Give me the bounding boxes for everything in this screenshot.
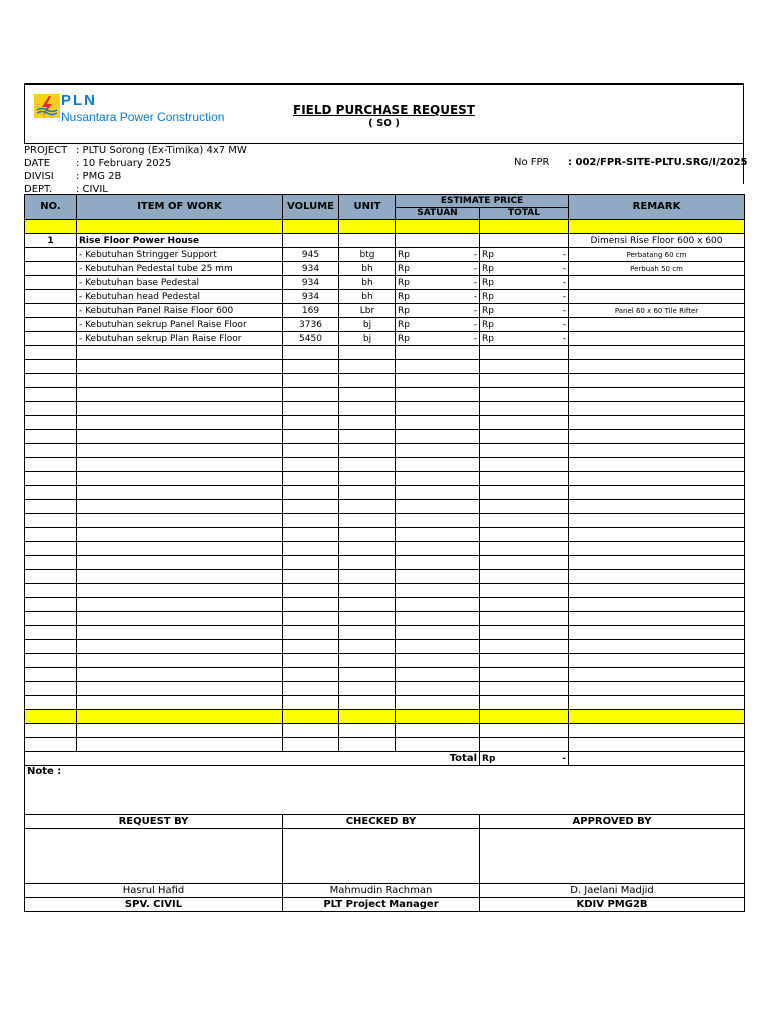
table-row — [25, 318, 745, 332]
row-remark — [569, 290, 745, 304]
col-no: NO. — [25, 195, 77, 220]
empty-row — [25, 612, 745, 626]
table-row — [25, 332, 745, 346]
total-value: - — [562, 305, 567, 316]
row-no — [25, 304, 77, 318]
empty-row — [25, 696, 745, 710]
company-name: PLN — [61, 92, 97, 109]
nofpr-value: : 002/FPR-SITE-PLTU.SRG/I/2025 — [568, 157, 748, 168]
row-total — [480, 332, 569, 346]
request-by-label: REQUEST BY — [25, 815, 283, 829]
row-satuan — [396, 332, 480, 346]
row-volume: 934 — [283, 276, 339, 290]
row-volume: 934 — [283, 290, 339, 304]
empty-row — [25, 682, 745, 696]
empty-row — [25, 360, 745, 374]
row-total — [480, 290, 569, 304]
row-remark: Panel 60 x 60 Tile Rifter — [569, 304, 745, 318]
empty-row — [25, 556, 745, 570]
col-estimate: ESTIMATE PRICE — [396, 195, 569, 208]
row-total — [480, 318, 569, 332]
satuan-value: - — [473, 333, 477, 344]
row-item: - Kebutuhan Stringger Support — [77, 248, 283, 262]
row-total — [480, 248, 569, 262]
row-remark — [569, 332, 745, 346]
empty-row — [25, 346, 745, 360]
form-title: FIELD PURCHASE REQUEST — [293, 103, 475, 117]
row-no — [25, 276, 77, 290]
satuan-rp: Rp — [398, 291, 410, 302]
satuan-value: - — [473, 277, 477, 288]
empty-row — [25, 402, 745, 416]
row-no — [25, 262, 77, 276]
row-item: - Kebutuhan sekrup Panel Raise Floor — [77, 318, 283, 332]
total-amount: Rp - — [480, 752, 569, 766]
row-volume: 5450 — [283, 332, 339, 346]
empty-row — [25, 542, 745, 556]
company-subtitle: Nusantara Power Construction — [61, 110, 225, 124]
total-value: - — [562, 263, 567, 274]
project-info: PROJECT : PLTU Sorong (Ex-Timika) 4x7 MW DATE : 10 February 2025 DIVISI : PMG 2B DEPT. : CIVIL No FPR : 002/FPR-SITE-PLTU.SRG/I/2025 — [24, 145, 748, 195]
empty-row — [25, 626, 745, 640]
total-value: - — [562, 319, 567, 330]
approved-title: KDIV PMG2B — [480, 898, 745, 912]
col-total: TOTAL — [480, 207, 569, 220]
signature-table — [24, 815, 745, 912]
checked-name: Mahmudin Rachman — [283, 884, 480, 898]
table-row — [25, 290, 745, 304]
empty-row — [25, 584, 745, 598]
row-remark: Perbuah 50 cm — [569, 262, 745, 276]
col-remark: REMARK — [569, 195, 745, 220]
row-satuan — [396, 276, 480, 290]
row-satuan — [396, 304, 480, 318]
row-total — [480, 276, 569, 290]
satuan-value: - — [473, 263, 477, 274]
empty-row — [25, 598, 745, 612]
items-table — [24, 194, 745, 752]
row-item: - Kebutuhan Panel Raise Floor 600 — [77, 304, 283, 318]
row-no — [25, 290, 77, 304]
table-row — [25, 248, 745, 262]
col-item: ITEM OF WORK — [77, 195, 283, 220]
approved-by-label: APPROVED BY — [480, 815, 745, 829]
satuan-rp: Rp — [398, 249, 410, 260]
table-row — [25, 304, 745, 318]
total-rp: Rp — [482, 305, 494, 316]
row-remark — [569, 318, 745, 332]
satuan-rp: Rp — [398, 319, 410, 330]
empty-row — [25, 416, 745, 430]
row-satuan — [396, 248, 480, 262]
empty-row — [25, 570, 745, 584]
row-unit: bj — [339, 318, 396, 332]
row-item: - Kebutuhan Pedestal tube 25 mm — [77, 262, 283, 276]
row-remark — [569, 276, 745, 290]
empty-row — [25, 430, 745, 444]
satuan-value: - — [473, 249, 477, 260]
row-no — [25, 318, 77, 332]
row-unit: bh — [339, 262, 396, 276]
row-volume: 169 — [283, 304, 339, 318]
empty-row — [25, 472, 745, 486]
row-unit: bh — [339, 290, 396, 304]
empty-row — [25, 654, 745, 668]
row-item: - Kebutuhan sekrup Plan Raise Floor — [77, 332, 283, 346]
checked-by-label: CHECKED BY — [283, 815, 480, 829]
col-satuan: SATUAN — [396, 207, 480, 220]
total-rp: Rp — [482, 249, 494, 260]
col-volume: VOLUME — [283, 195, 339, 220]
empty-row — [25, 738, 745, 752]
row-unit: bh — [339, 276, 396, 290]
row-unit: bj — [339, 332, 396, 346]
total-rp: Rp — [482, 277, 494, 288]
satuan-rp: Rp — [398, 277, 410, 288]
fpr-sheet — [24, 83, 748, 912]
row-satuan — [396, 262, 480, 276]
row-no — [25, 332, 77, 346]
table-row — [25, 262, 745, 276]
highlight-row — [25, 710, 745, 724]
satuan-rp: Rp — [398, 333, 410, 344]
empty-row — [25, 528, 745, 542]
checked-signature-area — [283, 829, 480, 884]
satuan-rp: Rp — [398, 305, 410, 316]
row-item: - Kebutuhan base Pedestal — [77, 276, 283, 290]
total-rp: Rp — [482, 291, 494, 302]
row-total — [480, 304, 569, 318]
total-rp: Rp — [482, 319, 494, 330]
satuan-value: - — [473, 319, 477, 330]
empty-row — [25, 486, 745, 500]
satuan-value: - — [473, 291, 477, 302]
empty-row — [25, 444, 745, 458]
empty-row — [25, 374, 745, 388]
approved-signature-area — [480, 829, 745, 884]
empty-row — [25, 500, 745, 514]
empty-row — [25, 514, 745, 528]
total-value: - — [562, 291, 567, 302]
request-name: Hasrul Hafid — [25, 884, 283, 898]
empty-row — [25, 640, 745, 654]
row-satuan — [396, 290, 480, 304]
row-volume: 934 — [283, 262, 339, 276]
total-rp: Rp — [482, 263, 494, 274]
form-header — [24, 83, 744, 144]
row-item: - Kebutuhan head Pedestal — [77, 290, 283, 304]
section-title: Rise Floor Power House — [77, 234, 283, 248]
highlight-row — [25, 220, 745, 234]
section-no: 1 — [25, 234, 77, 248]
request-title: SPV. CIVIL — [25, 898, 283, 912]
section-row — [25, 234, 745, 248]
note-label: Note : — [25, 766, 745, 815]
request-signature-area — [25, 829, 283, 884]
nofpr-label: No FPR — [514, 157, 550, 168]
approved-name: D. Jaelani Madjid — [480, 884, 745, 898]
col-unit: UNIT — [339, 195, 396, 220]
empty-row — [25, 724, 745, 738]
table-row — [25, 276, 745, 290]
row-unit: btg — [339, 248, 396, 262]
checked-title: PLT Project Manager — [283, 898, 480, 912]
empty-row — [25, 458, 745, 472]
total-label: Total — [25, 752, 480, 766]
total-value: - — [562, 277, 567, 288]
form-subtitle: ( SO ) — [368, 118, 400, 129]
row-volume: 945 — [283, 248, 339, 262]
satuan-value: - — [473, 305, 477, 316]
row-unit: Lbr — [339, 304, 396, 318]
row-total — [480, 262, 569, 276]
satuan-rp: Rp — [398, 263, 410, 274]
table-body — [25, 220, 745, 752]
total-rp: Rp — [482, 333, 494, 344]
row-satuan — [396, 318, 480, 332]
row-remark: Perbatang 60 cm — [569, 248, 745, 262]
empty-row — [25, 668, 745, 682]
footer-table — [24, 752, 745, 815]
row-no — [25, 248, 77, 262]
total-value: - — [562, 333, 567, 344]
section-remark: Dimensi Rise Floor 600 x 600 — [569, 234, 745, 248]
row-volume: 3736 — [283, 318, 339, 332]
empty-row — [25, 388, 745, 402]
total-value: - — [562, 249, 567, 260]
